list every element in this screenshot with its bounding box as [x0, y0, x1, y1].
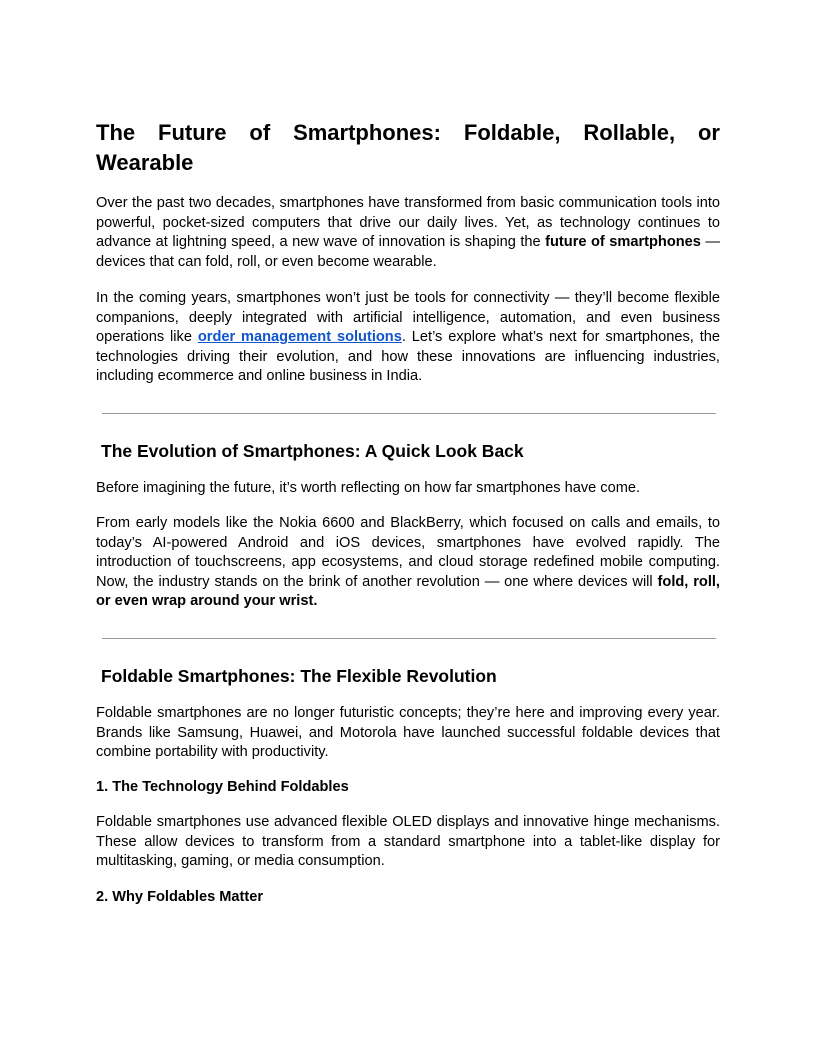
foldable-subheading-2: 2. Why Foldables Matter — [96, 889, 264, 905]
evolution-heading: The Evolution of Smartphones: A Quick Look Back — [101, 441, 524, 461]
order-management-link[interactable]: order management solutions — [197, 329, 402, 345]
intro-p1-text-a: Over the past two decades, smartphones have transformed from basic communication tools into powerful, pocket-sized computers that drive our daily lives. Yet, as technology continues to advance at lightning speed, a new wave of innovation is shaping the — [96, 195, 720, 250]
evolution-paragraph-2 — [96, 514, 720, 612]
evolution-p2-text: From early models like the Nokia 6600 and BlackBerry, which focused on calls and emails, to today’s AI-powered Android and iOS devices, smartphones have evolved rapidly. The introduction of touchscreens, app ecosystems, and cloud storage redefined mobile computing. Now, the industry stands on the brink of another revolution — one where devices will — [96, 515, 720, 590]
foldable-paragraph-1: Foldable smartphones are no longer futuristic concepts; they’re here and improving every year. Brands like Samsung, Huawei, and Motorola have launched successful foldable devices that combine portability with productivity. — [96, 705, 720, 760]
section-divider — [102, 638, 716, 639]
evolution-p2-bold: fold, roll, or even wrap around your wrist. — [96, 573, 720, 609]
intro-paragraph-1 — [96, 194, 720, 272]
section-divider — [102, 413, 716, 414]
foldable-heading: Foldable Smartphones: The Flexible Revolution — [101, 666, 497, 686]
foldable-subheading-1: 1. The Technology Behind Foldables — [96, 779, 349, 795]
foldable-paragraph-2: Foldable smartphones use advanced flexible OLED displays and innovative hinge mechanisms. These allow devices to transform from a standard smartphone into a tablet-like display for multitasking, gaming, or media consumption. — [96, 814, 720, 869]
intro-p2-text-b: . Let’s explore what’s next for smartphones, the technologies driving their evolution, and how these innovations are influencing industries, including ecommerce and online business in India. — [96, 329, 720, 384]
evolution-paragraph-1: Before imagining the future, it’s worth reflecting on how far smartphones have come. — [96, 480, 641, 496]
intro-p2-text-a: In the coming years, smartphones won’t just be tools for connectivity — they’ll become flexible companions, deeply integrated with artificial intelligence, automation, and even business operations like — [96, 290, 720, 345]
page-title: The Future of Smartphones: Foldable, Rollable, or Wearable — [96, 120, 720, 175]
intro-paragraph-2 — [96, 289, 720, 387]
intro-p1-bold: future of smartphones — [545, 234, 701, 250]
intro-p1-text-b: — devices that can fold, roll, or even become wearable. — [96, 234, 720, 270]
